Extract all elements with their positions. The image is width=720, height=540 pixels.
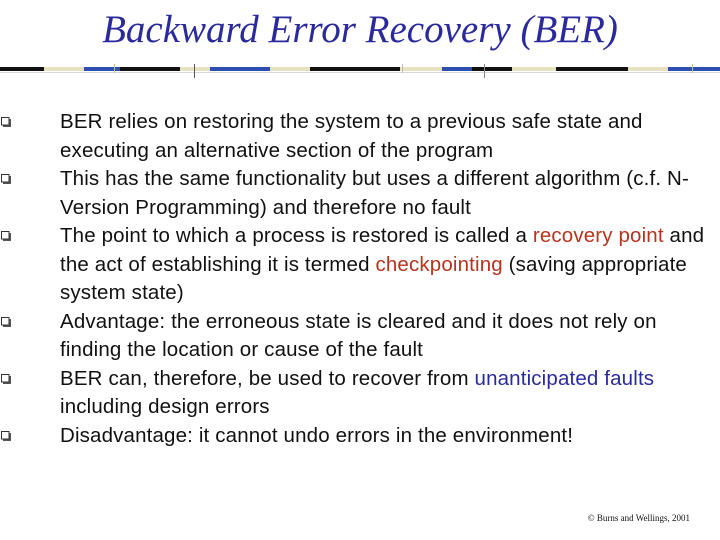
hollow-square-bullet-icon <box>1 117 11 127</box>
hollow-square-bullet-icon <box>1 431 11 441</box>
hollow-square-bullet-icon <box>1 174 11 184</box>
bullet-text: including design errors <box>60 395 270 418</box>
bullet-text: and the act of establishing it is termed <box>60 224 705 276</box>
copyright-footer: © Burns and Wellings, 2001 <box>587 513 690 523</box>
highlighted-term: unanticipated faults <box>474 366 655 390</box>
bullet-item <box>56 365 706 422</box>
bullet-list <box>56 108 706 450</box>
bullet-text: (saving appropriate system state) <box>60 252 687 304</box>
bullet-text: Advantage: the erroneous state is cleared and it does not rely on finding the location or cause of the fault <box>60 309 657 361</box>
hollow-square-bullet-icon <box>1 317 11 327</box>
bullet-item <box>56 308 706 365</box>
bullet-item <box>56 222 706 308</box>
hollow-square-bullet-icon <box>1 231 11 241</box>
bullet-text: BER relies on restoring the system to a previous safe state and executing an alternative section of the program <box>60 110 643 162</box>
hollow-square-bullet-icon <box>1 374 11 384</box>
bullet-item <box>56 108 706 165</box>
highlighted-term: recovery point <box>532 224 664 247</box>
bullet-text: BER can, therefore, be used to recover from <box>60 366 475 390</box>
bullet-text: This has the same functionality but uses a different algorithm (c.f. N-Version Programming) and therefore no fault <box>60 167 689 219</box>
bullet-item <box>56 422 706 451</box>
bullet-item <box>56 165 706 222</box>
highlighted-term: checkpointing <box>375 252 503 276</box>
bullet-text: The point to which a process is restored is called a <box>60 224 533 247</box>
slide-title: Backward Error Recovery (BER) <box>102 8 618 51</box>
bullet-text: Disadvantage: it cannot undo errors in the environment! <box>60 423 574 447</box>
decorative-title-rule <box>0 64 720 76</box>
